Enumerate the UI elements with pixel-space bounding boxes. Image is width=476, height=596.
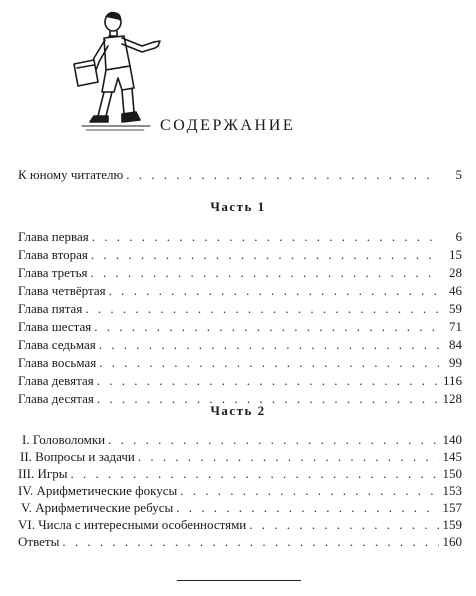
- toc-entry-label: Глава четвёртая: [18, 283, 106, 298]
- toc-entry-label: V. Арифметические ребусы: [21, 500, 174, 515]
- toc-entry: [18, 246, 462, 264]
- toc-entry-label: IV. Арифметические фокусы: [18, 483, 178, 498]
- toc-entry-label: К юному читателю: [18, 167, 124, 182]
- dot-leader: [99, 354, 439, 372]
- toc-entry-page: 128: [442, 391, 462, 406]
- toc-entry-page: 116: [442, 373, 462, 388]
- dot-leader: [176, 499, 439, 517]
- toc-entry-label: Глава вторая: [18, 247, 88, 262]
- toc-entry: [18, 372, 462, 390]
- toc-entry-page: 28: [449, 265, 462, 280]
- toc-entry-intro: [18, 166, 462, 184]
- toc-entry-page: 153: [442, 483, 462, 498]
- toc-entry: [18, 482, 462, 500]
- dot-leader: [85, 300, 439, 318]
- dot-leader: [62, 533, 439, 551]
- toc-entry: [18, 318, 462, 336]
- dot-leader: [70, 465, 439, 483]
- dot-leader: [126, 166, 439, 184]
- part-heading-1: Часть 1: [210, 199, 266, 214]
- toc-entry: [18, 354, 462, 372]
- toc-entry: [18, 300, 462, 318]
- toc-entry: [18, 465, 462, 483]
- toc-entry-page: 5: [455, 167, 462, 182]
- toc-entry-page: 157: [442, 500, 462, 515]
- toc-entry: [18, 282, 462, 300]
- toc-entry: [21, 499, 462, 517]
- toc-entry-page: 71: [449, 319, 462, 334]
- toc-entry-label: Глава девятая: [18, 373, 94, 388]
- toc-entry-page: 159: [442, 517, 462, 532]
- dot-leader: [99, 336, 439, 354]
- toc-entry-label: II. Вопросы и задачи: [20, 449, 135, 464]
- toc-entry-label: Ответы: [18, 534, 60, 549]
- toc-entry-page: 6: [455, 229, 462, 244]
- dot-leader: [249, 516, 439, 534]
- toc-entry-page: 99: [449, 355, 462, 370]
- dot-leader: [91, 246, 439, 264]
- toc-entry: [20, 448, 462, 466]
- dot-leader: [94, 318, 439, 336]
- toc-entry: [18, 336, 462, 354]
- toc-entry-page: 145: [442, 449, 462, 464]
- toc-entry-label: III. Игры: [18, 466, 68, 481]
- dot-leader: [92, 228, 439, 246]
- toc-entry-page: 46: [449, 283, 462, 298]
- page-title: СОДЕРЖАНИЕ: [160, 117, 296, 134]
- toc-entry: [18, 516, 462, 534]
- toc-entry-page: 84: [449, 337, 462, 352]
- toc-entry: [18, 228, 462, 246]
- toc-entry-page: 160: [442, 534, 462, 549]
- toc-entry-page: 15: [449, 247, 462, 262]
- boy-with-book-illustration: [50, 6, 170, 134]
- toc-entry: [18, 264, 462, 282]
- part-heading-2: Часть 2: [210, 403, 266, 418]
- dot-leader: [108, 431, 439, 449]
- toc-entry-label: Глава седьмая: [18, 337, 96, 352]
- dot-leader: [109, 282, 439, 300]
- toc-entry-page: 150: [442, 466, 462, 481]
- toc-entry-label: Глава третья: [18, 265, 88, 280]
- dot-leader: [180, 482, 439, 500]
- toc-entry-label: Глава восьмая: [18, 355, 97, 370]
- dot-leader: [97, 372, 439, 390]
- toc-entry: [22, 431, 462, 449]
- toc-entry-label: Глава первая: [18, 229, 89, 244]
- toc-entry-label: I. Головоломки: [22, 432, 106, 447]
- toc-entry-label: Глава пятая: [18, 301, 83, 316]
- toc-entry: [18, 533, 462, 551]
- toc-entry-label: VI. Числа с интересными особенностями: [18, 517, 247, 532]
- bottom-divider: [177, 580, 301, 581]
- toc-entry-page: 59: [449, 301, 462, 316]
- toc-entry-page: 140: [442, 432, 462, 447]
- dot-leader: [138, 448, 439, 466]
- toc-entry-label: Глава шестая: [18, 319, 92, 334]
- toc-entry-label: Глава десятая: [18, 391, 94, 406]
- dot-leader: [90, 264, 439, 282]
